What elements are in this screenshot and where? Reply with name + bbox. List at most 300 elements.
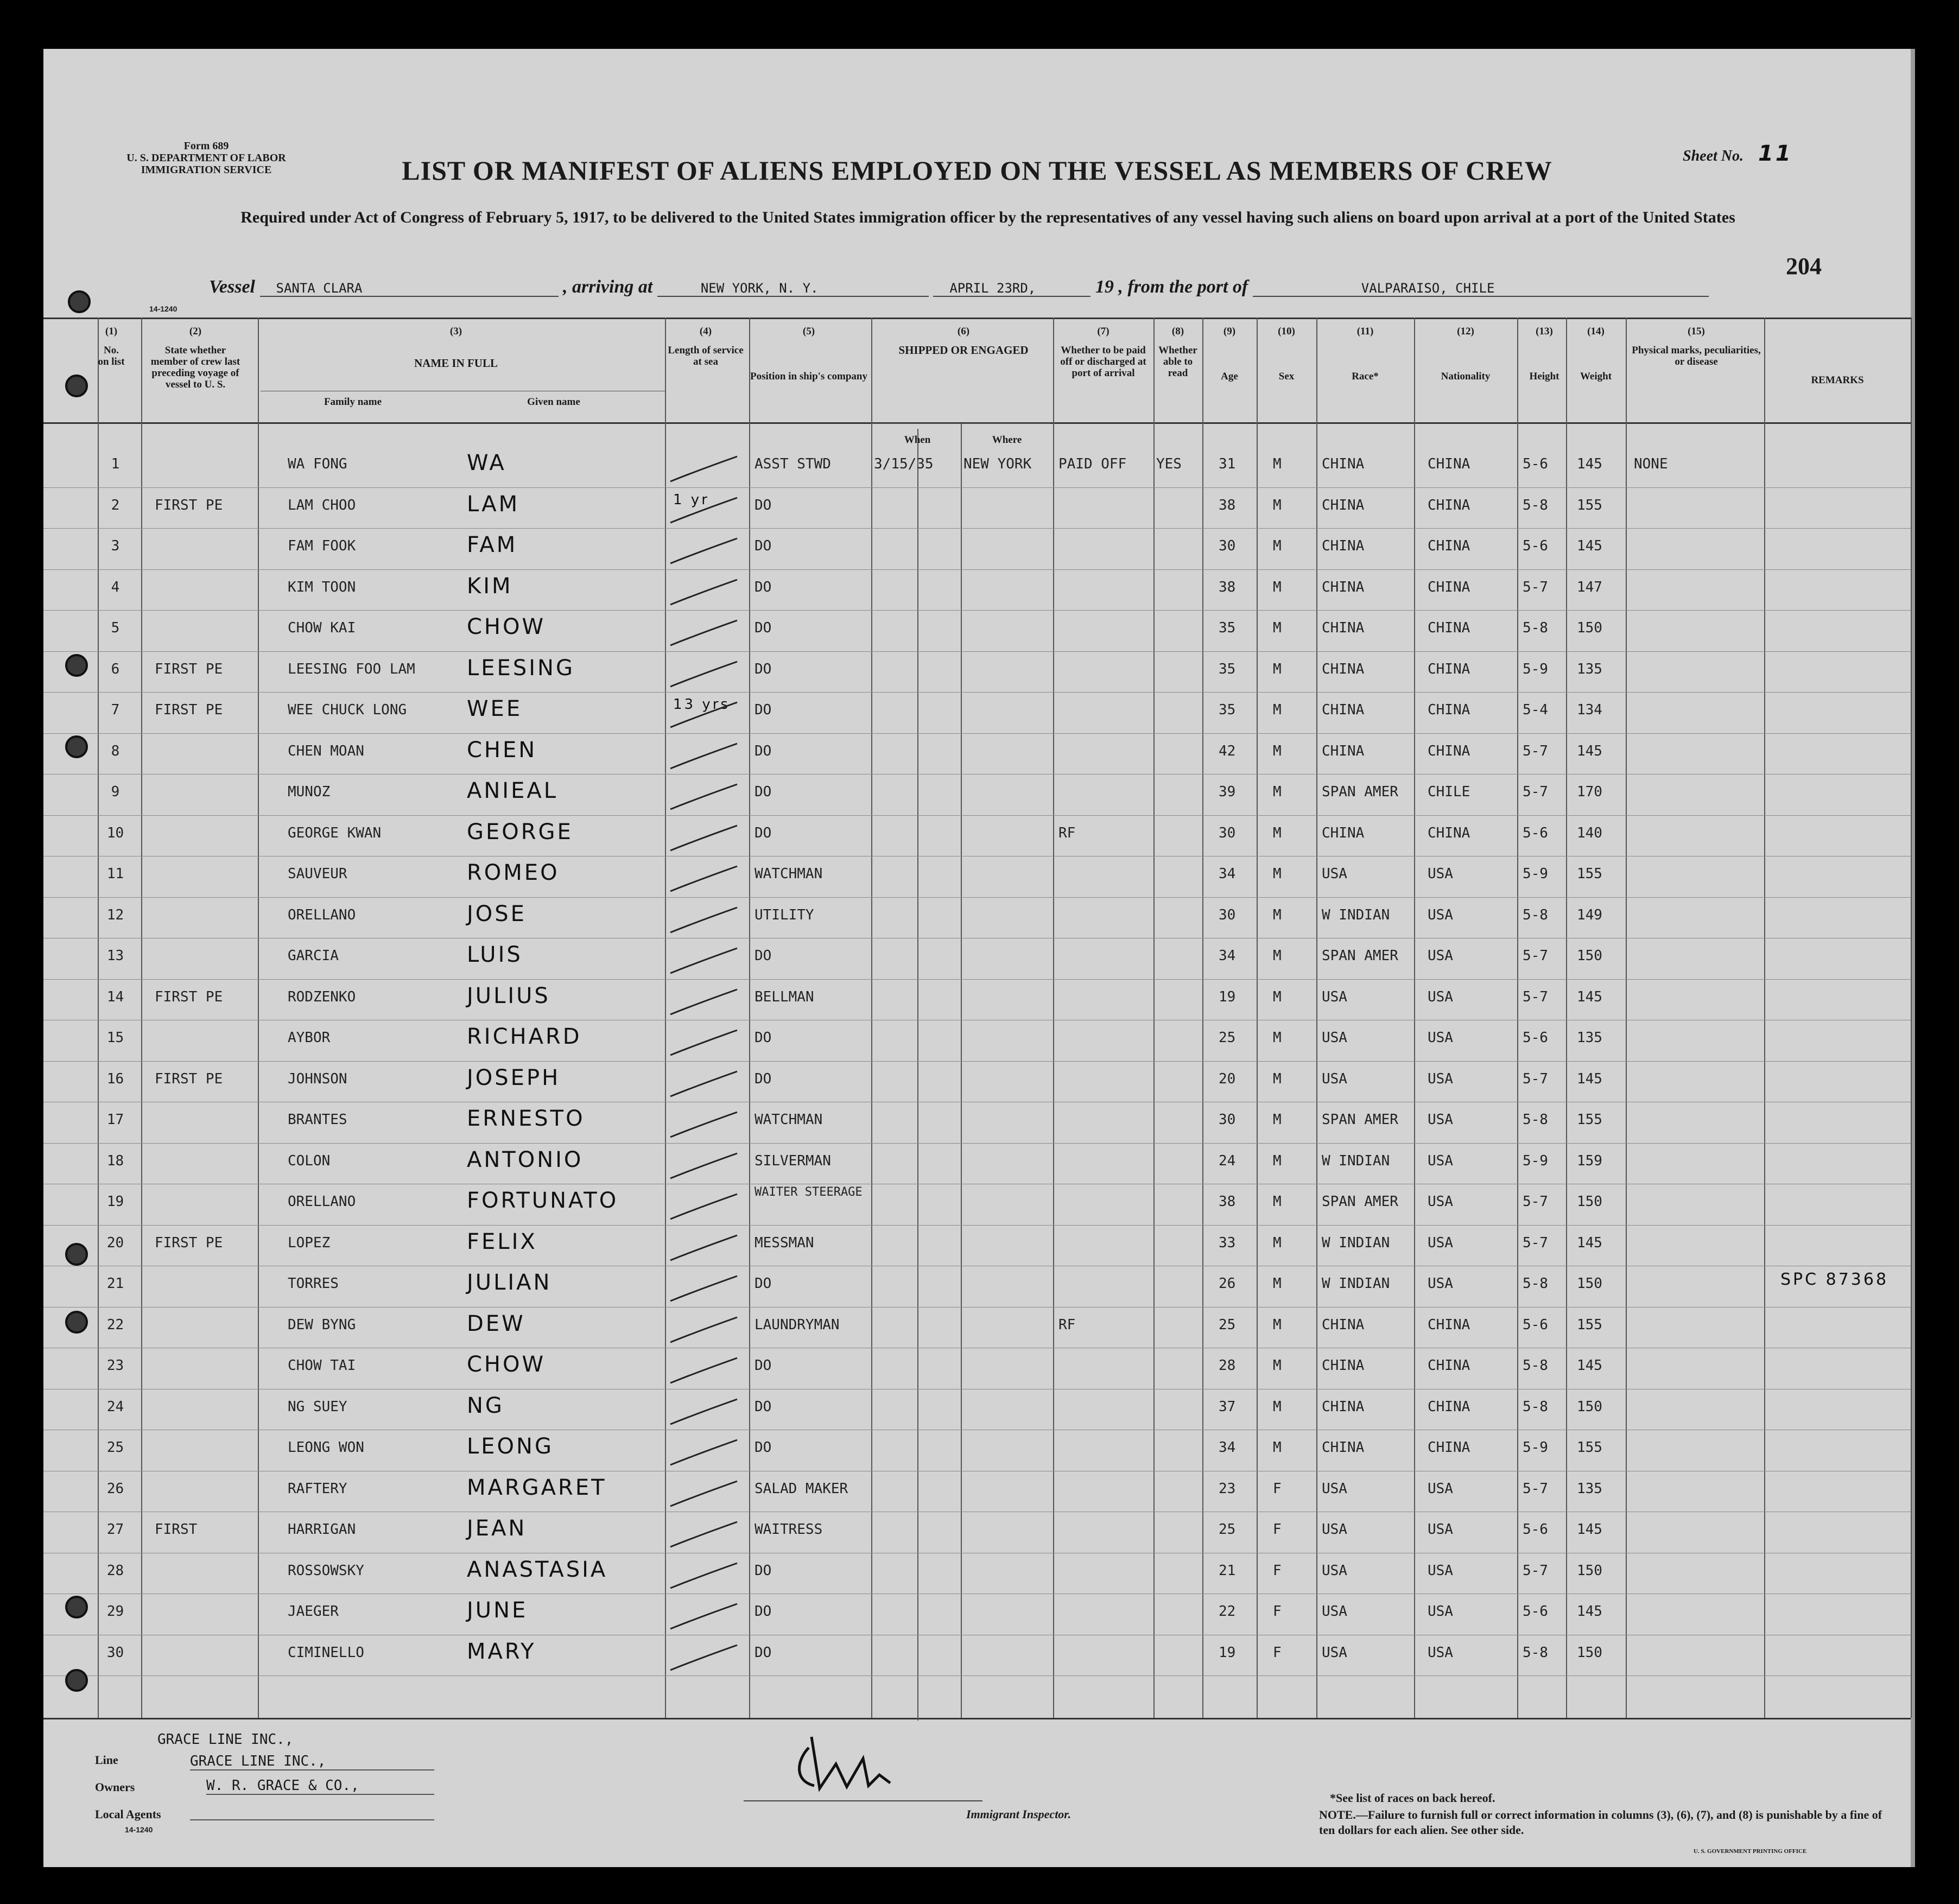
cell-nat: CHINA <box>1428 579 1470 595</box>
cell-pos: DO <box>755 784 772 800</box>
col14-header <box>1569 326 1623 382</box>
service-check-mark <box>668 1560 744 1592</box>
cell-given: FORTUNATO <box>467 1188 619 1213</box>
cell-family: CHOW TAI <box>288 1357 356 1374</box>
cell-sex: M <box>1273 1112 1282 1128</box>
service-check-mark <box>668 1273 744 1305</box>
cell-family: LOPEZ <box>288 1234 331 1251</box>
row-divider <box>43 651 1911 652</box>
cell-sex: M <box>1273 906 1282 923</box>
cell-sex: M <box>1273 1357 1282 1374</box>
page-number: 204 <box>1786 253 1822 280</box>
cell-prev: FIRST PE <box>155 661 223 677</box>
column-divider <box>749 318 750 1718</box>
cell-no: 6 <box>111 661 120 677</box>
binder-hole <box>65 735 88 758</box>
form-number: Form 689 <box>183 140 229 152</box>
agents-label: Local Agents <box>95 1807 161 1821</box>
page-title: LIST OR MANIFEST OF ALIENS EMPLOYED ON THE VESSEL AS MEMBERS OF CREW <box>402 155 1552 186</box>
cell-wt: 145 <box>1577 1603 1602 1620</box>
cell-pos: DO <box>755 661 772 677</box>
cell-wt: 145 <box>1577 538 1602 554</box>
cell-age: 31 <box>1219 456 1236 472</box>
cell-race: USA <box>1322 1644 1347 1661</box>
service-check-mark <box>668 1109 744 1141</box>
col6b-header: Where <box>992 434 1022 446</box>
cell-ht: 5-7 <box>1523 784 1548 800</box>
service-check-mark <box>668 1027 744 1059</box>
col3-number: (3) <box>449 326 462 337</box>
cell-nat: CHINA <box>1428 1357 1470 1374</box>
col10-number: (10) <box>1278 326 1295 337</box>
cell-no: 23 <box>106 1357 124 1374</box>
service-check-mark <box>668 1068 744 1101</box>
cell-given: FELIX <box>467 1229 537 1254</box>
column-divider <box>1414 318 1415 1718</box>
cell-nat: USA <box>1428 1234 1453 1251</box>
cell-wt: 145 <box>1577 742 1602 759</box>
cell-pos: DO <box>755 579 772 595</box>
cell-nat: CHINA <box>1428 1316 1470 1333</box>
cell-age: 25 <box>1219 1521 1236 1538</box>
col7-header <box>1056 326 1151 379</box>
cell-ht: 5-8 <box>1523 906 1548 923</box>
sheet-value: 11 <box>1758 141 1793 166</box>
cell-race: W INDIAN <box>1322 906 1390 923</box>
owners-label: Owners <box>95 1780 135 1794</box>
cell-family: ORELLANO <box>288 1194 356 1210</box>
column-divider <box>141 318 142 1718</box>
cell-pos: WATCHMAN <box>755 1112 823 1128</box>
cell-given: ANIEAL <box>467 778 559 803</box>
cell-sex: M <box>1273 1316 1282 1333</box>
cell-no: 7 <box>111 702 120 718</box>
cell-prev: FIRST PE <box>155 497 223 513</box>
cell-ht: 5-7 <box>1523 948 1548 964</box>
cell-no: 18 <box>106 1152 124 1169</box>
cell-ht: 5-8 <box>1523 1112 1548 1128</box>
cell-race: USA <box>1322 866 1347 882</box>
service-check-mark <box>668 1150 744 1183</box>
cell-age: 26 <box>1219 1275 1236 1292</box>
cell-family: KIM TOON <box>288 579 356 595</box>
col3-title: NAME IN FULL <box>414 357 498 370</box>
cell-nat: USA <box>1428 1480 1453 1497</box>
cell-family: ORELLANO <box>288 906 356 923</box>
cell-wt: 150 <box>1577 1398 1602 1415</box>
cell-nat: CHINA <box>1428 1398 1470 1415</box>
cell-given: LUIS <box>467 942 523 967</box>
cell-no: 10 <box>106 824 124 841</box>
cell-wt: 150 <box>1577 1275 1602 1292</box>
cell-no: 9 <box>111 784 120 800</box>
cell-sex: M <box>1273 538 1282 554</box>
cell-age: 42 <box>1219 742 1236 759</box>
col7-title: Whether to be paid off or discharged at port of arrival <box>1060 345 1146 379</box>
cell-nat: CHINA <box>1428 1439 1470 1456</box>
cell-pos: WAITER STEERAGE <box>755 1185 863 1199</box>
cell-race: SPAN AMER <box>1322 1194 1398 1210</box>
cell-family: COLON <box>288 1152 331 1169</box>
col9-title: Age <box>1221 371 1238 382</box>
cell-family: JAEGER <box>288 1603 339 1620</box>
service-label: IMMIGRATION SERVICE <box>141 164 272 176</box>
cell-rem: SPC 87368 <box>1780 1270 1889 1289</box>
cell-family: GEORGE KWAN <box>288 824 382 841</box>
cell-age: 30 <box>1219 906 1236 923</box>
service-check-mark <box>668 1601 744 1633</box>
service-check-mark <box>668 781 744 814</box>
footer-company: GRACE LINE INC., <box>157 1731 294 1748</box>
cell-nat: CHINA <box>1428 497 1470 513</box>
cell-pos: LAUNDRYMAN <box>755 1316 840 1333</box>
cell-sex: M <box>1273 1030 1282 1046</box>
cell-race: USA <box>1322 1030 1347 1046</box>
cell-wt: 147 <box>1577 579 1602 595</box>
cell-sex: M <box>1273 948 1282 964</box>
cell-wt: 159 <box>1577 1152 1602 1169</box>
col7-number: (7) <box>1097 326 1110 337</box>
form-code: 14-1240 <box>149 304 177 313</box>
page-subtitle: Required under Act of Congress of February 5, 1917, to be delivered to the United States immigration officer by the representatives of any vessel having such aliens on board upon arrival at a port of the United States <box>240 208 1735 226</box>
cell-wt: 149 <box>1577 906 1602 923</box>
cell-nat: USA <box>1428 988 1453 1005</box>
cell-age: 23 <box>1219 1480 1236 1497</box>
col10-header <box>1259 326 1314 382</box>
cell-given: DEW <box>467 1311 525 1336</box>
cell-no: 4 <box>111 579 120 595</box>
cell-family: BRANTES <box>288 1112 347 1128</box>
col12-number: (12) <box>1457 326 1474 337</box>
cell-race: CHINA <box>1322 824 1365 841</box>
cell-pos: DO <box>755 1644 772 1661</box>
column-divider <box>961 423 962 1718</box>
cell-wt: 145 <box>1577 1070 1602 1087</box>
cell-marks: NONE <box>1634 456 1668 472</box>
cell-ht: 5-7 <box>1523 1194 1548 1210</box>
binder-hole <box>65 654 88 677</box>
cell-paid: RF <box>1058 824 1076 841</box>
cell-sex: M <box>1273 988 1282 1005</box>
cell-family: LAM CHOO <box>288 497 356 513</box>
row-divider <box>43 569 1911 570</box>
service-check-mark <box>668 740 744 773</box>
cell-ht: 5-8 <box>1523 1357 1548 1374</box>
cell-age: 22 <box>1219 1603 1236 1620</box>
cell-given: JULIAN <box>467 1270 552 1295</box>
cell-sex: F <box>1273 1480 1282 1497</box>
cell-race: CHINA <box>1322 661 1365 677</box>
cell-race: SPAN AMER <box>1322 1112 1398 1128</box>
cell-wt: 155 <box>1577 497 1602 513</box>
cell-ht: 5-8 <box>1523 1275 1548 1292</box>
cell-pos: BELLMAN <box>755 988 814 1005</box>
cell-race: CHINA <box>1322 538 1365 554</box>
cell-race: CHINA <box>1322 1316 1365 1333</box>
service-check-mark <box>668 945 744 978</box>
cell-len: 1 yr <box>673 491 709 508</box>
cell-ht: 5-6 <box>1523 1316 1548 1333</box>
arriving-port: NEW YORK, N. Y. <box>657 281 929 297</box>
cell-nat: USA <box>1428 1152 1453 1169</box>
cell-sex: M <box>1273 620 1282 636</box>
col3-header <box>261 326 651 369</box>
cell-sex: M <box>1273 702 1282 718</box>
column-divider <box>258 318 259 1718</box>
cell-age: 38 <box>1219 1194 1236 1210</box>
cell-sex: M <box>1273 579 1282 595</box>
column-divider <box>1566 318 1567 1718</box>
cell-ht: 5-7 <box>1523 1480 1548 1497</box>
cell-wt: 145 <box>1577 1234 1602 1251</box>
cell-nat: USA <box>1428 906 1453 923</box>
row-divider <box>43 897 1911 898</box>
cell-family: LEESING FOO LAM <box>288 661 415 677</box>
column-divider <box>1764 318 1765 1718</box>
column-divider <box>98 318 99 1718</box>
column-divider <box>917 429 918 1721</box>
cell-family: SAUVEUR <box>288 866 347 882</box>
cell-family: CHOW KAI <box>288 620 356 636</box>
cell-no: 17 <box>106 1112 124 1128</box>
cell-given: CHOW <box>467 614 546 639</box>
cell-sex: M <box>1273 1439 1282 1456</box>
cell-sex: M <box>1273 866 1282 882</box>
cell-race: CHINA <box>1322 456 1365 472</box>
service-check-mark <box>668 863 744 896</box>
cell-pos: DO <box>755 1070 772 1087</box>
cell-pos: DO <box>755 538 772 554</box>
binder-hole <box>65 1311 88 1334</box>
service-check-mark <box>668 491 744 527</box>
cell-sex: F <box>1273 1562 1282 1579</box>
col13-header <box>1520 326 1569 382</box>
cell-family: CIMINELLO <box>288 1644 364 1661</box>
cell-given: MARGARET <box>467 1475 607 1500</box>
col1-header <box>98 326 125 367</box>
cell-ht: 5-7 <box>1523 1070 1548 1087</box>
cell-age: 28 <box>1219 1357 1236 1374</box>
cell-no: 27 <box>106 1521 124 1538</box>
service-check-mark <box>668 1519 744 1551</box>
cell-ht: 5-7 <box>1523 742 1548 759</box>
col15-header <box>1628 326 1764 367</box>
sheet-label: Sheet No. <box>1683 148 1744 164</box>
cell-age: 34 <box>1219 948 1236 964</box>
col8-header <box>1156 326 1200 379</box>
cell-race: USA <box>1322 1070 1347 1087</box>
cell-age: 19 <box>1219 988 1236 1005</box>
cell-sex: M <box>1273 1152 1282 1169</box>
service-check-mark <box>668 699 744 732</box>
cell-race: CHINA <box>1322 1357 1365 1374</box>
cell-given: NG <box>467 1393 504 1418</box>
cell-pos: WATCHMAN <box>755 866 823 882</box>
col12-header <box>1417 326 1514 382</box>
cell-pos: SILVERMAN <box>755 1152 831 1169</box>
row-divider <box>43 979 1911 980</box>
cell-ht: 5-9 <box>1523 1439 1548 1456</box>
cell-sex: M <box>1273 1234 1282 1251</box>
cell-nat: USA <box>1428 1562 1453 1579</box>
cell-given: LAM <box>467 491 520 517</box>
col8-title: Whether able to read <box>1158 345 1197 379</box>
cell-wt: 150 <box>1577 620 1602 636</box>
cell-given: CHEN <box>467 737 537 763</box>
cell-given: WA <box>467 450 506 475</box>
row-divider <box>43 487 1911 488</box>
col4-number: (4) <box>699 326 712 337</box>
cell-nat: USA <box>1428 1521 1453 1538</box>
cell-family: HARRIGAN <box>288 1521 356 1538</box>
cell-no: 5 <box>111 620 120 636</box>
col1-title: No. on list <box>98 345 125 367</box>
binder-hole <box>65 1669 88 1692</box>
cell-nat: USA <box>1428 1030 1453 1046</box>
cell-pos: ASST STWD <box>755 456 831 472</box>
line-value: GRACE LINE INC., <box>190 1753 434 1770</box>
cell-sex: M <box>1273 824 1282 841</box>
cell-wt: 150 <box>1577 948 1602 964</box>
col2-title: State whether member of crew last preceding voyage of vessel to U. S. <box>150 345 240 390</box>
inspector-signature <box>787 1726 950 1797</box>
row-divider <box>43 733 1911 734</box>
cell-given: FAM <box>467 532 518 557</box>
cell-nat: CHINA <box>1428 620 1470 636</box>
cell-family: FAM FOOK <box>288 538 356 554</box>
row-divider <box>43 528 1911 529</box>
cell-pos: DO <box>755 1275 772 1292</box>
col6a-header: When <box>904 434 931 446</box>
cell-family: AYBOR <box>288 1030 331 1046</box>
col6-header <box>874 326 1053 356</box>
col13-title: Height <box>1529 371 1559 382</box>
vessel-label: Vessel <box>209 277 255 297</box>
binder-hole <box>65 1243 88 1266</box>
table-bottom-border <box>43 1718 1911 1719</box>
cell-prev: FIRST PE <box>155 1070 223 1087</box>
row-divider <box>43 1143 1911 1144</box>
binder-hole <box>68 290 91 313</box>
cell-family: MUNOZ <box>288 784 331 800</box>
cell-no: 12 <box>106 906 124 923</box>
cell-age: 24 <box>1219 1152 1236 1169</box>
cell-family: DEW BYNG <box>288 1316 356 1333</box>
cell-no: 2 <box>111 497 120 513</box>
cell-no: 21 <box>106 1275 124 1292</box>
cell-sex: F <box>1273 1603 1282 1620</box>
from-port: VALPARAISO, CHILE <box>1253 281 1709 297</box>
cell-family: WA FONG <box>288 456 347 472</box>
cell-sex: M <box>1273 456 1282 472</box>
binder-hole <box>65 375 88 397</box>
cell-sex: M <box>1273 497 1282 513</box>
cell-nat: CHINA <box>1428 538 1470 554</box>
cell-race: CHINA <box>1322 579 1365 595</box>
cell-ht: 5-9 <box>1523 661 1548 677</box>
row-divider <box>43 610 1911 611</box>
department-label: U. S. DEPARTMENT OF LABOR <box>126 152 286 164</box>
cell-wt: 150 <box>1577 1562 1602 1579</box>
cell-pos: DO <box>755 497 772 513</box>
cell-given: WEE <box>467 696 523 721</box>
owners-value: W. R. GRACE & CO., <box>206 1778 434 1795</box>
col14-number: (14) <box>1587 326 1605 337</box>
column-divider <box>1911 318 1912 1718</box>
cell-paid: PAID OFF <box>1058 456 1127 472</box>
cell-nat: USA <box>1428 1275 1453 1292</box>
col5-header <box>749 326 868 382</box>
cell-age: 19 <box>1219 1644 1236 1661</box>
cell-age: 35 <box>1219 620 1236 636</box>
cell-no: 22 <box>106 1316 124 1333</box>
service-check-mark <box>668 1396 744 1429</box>
col4-title: Length of service at sea <box>668 345 744 367</box>
cell-nat: USA <box>1428 1112 1453 1128</box>
cell-age: 30 <box>1219 824 1236 841</box>
cell-age: 37 <box>1219 1398 1236 1415</box>
cell-nat: CHINA <box>1428 742 1470 759</box>
column-divider <box>1257 318 1258 1718</box>
cell-family: NG SUEY <box>288 1398 347 1415</box>
cell-nat: USA <box>1428 866 1453 882</box>
cell-given: ROMEO <box>467 860 560 885</box>
cell-nat: USA <box>1428 1070 1453 1087</box>
cell-nat: USA <box>1428 1644 1453 1661</box>
cell-wt: 145 <box>1577 1357 1602 1374</box>
cell-nat: CHINA <box>1428 702 1470 718</box>
column-divider <box>665 318 666 1718</box>
cell-pos: DO <box>755 1357 772 1374</box>
cell-ht: 5-9 <box>1523 866 1548 882</box>
cell-sex: F <box>1273 1521 1282 1538</box>
cell-nat: CHINA <box>1428 456 1470 472</box>
cell-age: 39 <box>1219 784 1236 800</box>
cell-wt: 155 <box>1577 866 1602 882</box>
cell-given: JULIUS <box>467 983 550 1008</box>
cell-ht: 5-6 <box>1523 538 1548 554</box>
col14-title: Weight <box>1580 371 1612 382</box>
cell-wt: 145 <box>1577 988 1602 1005</box>
column-divider <box>1316 318 1317 1718</box>
cell-age: 25 <box>1219 1030 1236 1046</box>
cell-family: ROSSOWSKY <box>288 1562 364 1579</box>
service-check-mark <box>668 535 744 568</box>
row-divider <box>43 1675 1911 1676</box>
cell-given: JEAN <box>467 1516 527 1541</box>
cell-wt: 150 <box>1577 1194 1602 1210</box>
cell-pos: DO <box>755 1030 772 1046</box>
cell-nat: USA <box>1428 1194 1453 1210</box>
row-divider <box>43 774 1911 775</box>
cell-family: JOHNSON <box>288 1070 347 1087</box>
cell-ht: 5-7 <box>1523 1234 1548 1251</box>
cell-ht: 5-7 <box>1523 579 1548 595</box>
cell-family: RODZENKO <box>288 988 356 1005</box>
cell-sex: M <box>1273 1275 1282 1292</box>
cell-pos: DO <box>755 948 772 964</box>
col2-number: (2) <box>189 326 202 337</box>
cell-pos: DO <box>755 824 772 841</box>
cell-no: 15 <box>106 1030 124 1046</box>
col13-number: (13) <box>1536 326 1553 337</box>
cell-pos: DO <box>755 1439 772 1456</box>
column-divider <box>1517 318 1518 1718</box>
service-check-mark <box>668 1437 744 1469</box>
cell-no: 25 <box>106 1439 124 1456</box>
cell-ht: 5-7 <box>1523 1562 1548 1579</box>
cell-race: SPAN AMER <box>1322 948 1398 964</box>
